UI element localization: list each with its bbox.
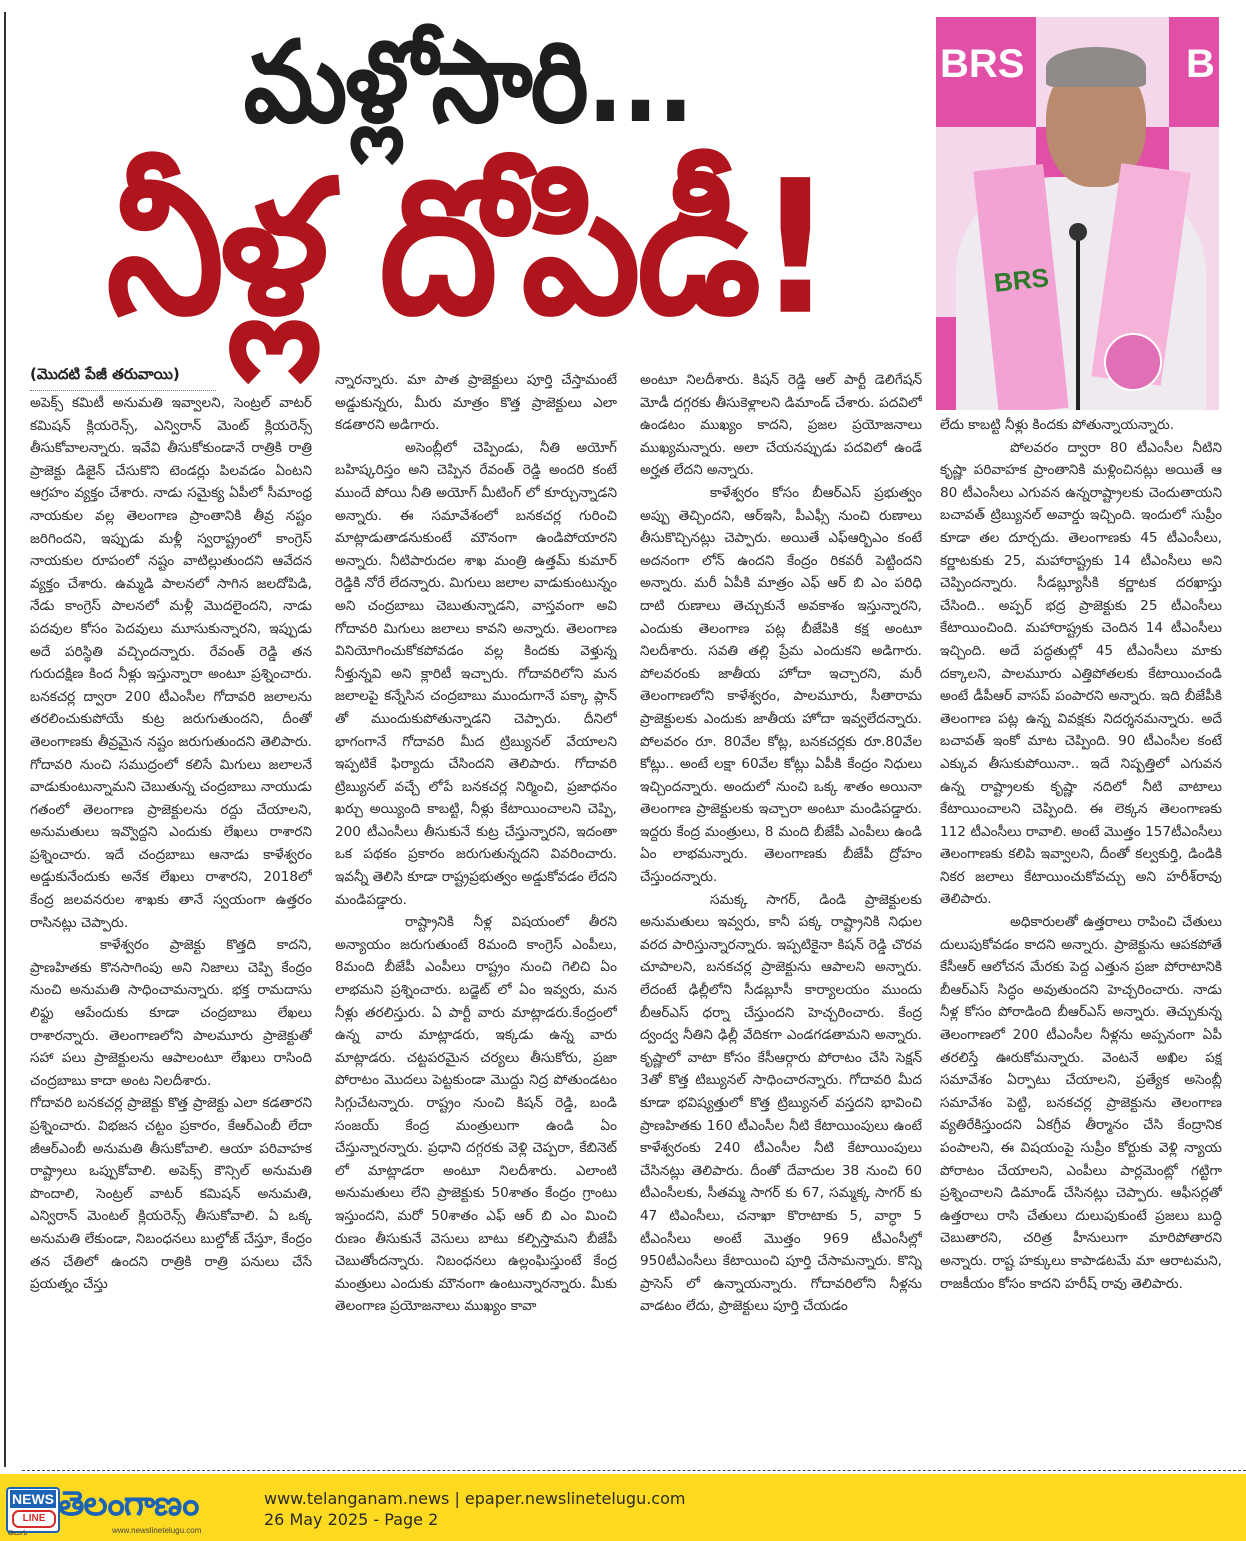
paragraph: కాళేశ్వరం ప్రాజెక్టు కొత్తది కాదని, ప్రాణహితకు కొనసాగింపు అని నిజాలు చెప్పి కేంద్రం నుంచి అనుమతి సాధించామన్నారు. భక్త రామదాసు లిఫ్టు ఆపేందుకు కూడా చంద్రబాబు లేఖలు రాశారన్నారు. తెలంగాణలోని పాలమూరు ప్రాజెక్టుతో సహా పలు ప్రాజెక్టులను ఆపాలంటూ లేఖలు రాసింది చంద్రబాబు కాదా అంట నిలదీశారు.	[30, 937, 312, 1089]
article-column-1	[30, 392, 312, 1462]
scarf-badge	[1104, 333, 1162, 391]
article-column-3	[640, 369, 922, 1459]
footer-divider	[22, 1470, 1246, 1471]
paragraph: లేదు కాబట్టి నీళ్లు కిందకు పోతున్నాయన్నారు.	[940, 417, 1175, 433]
person-hair	[1046, 47, 1146, 87]
paragraph: అంటూ నిలదీశారు. కిషన్ రెడ్డి ఆల్ పార్టీ డెలిగేషన్ మోడీ దగ్గరకు తీసుకెళ్లాలని డిమాండ్ చేశారు. పదవిలో ఉండటం ముఖ్యం కాదని, ప్రజల ప్రయోజనాలు ముఖ్యమన్నారు. అలా చేయనప్పుడు పదవిలో ఉండే అర్హత లేదని అన్నారు.	[640, 372, 922, 479]
continued-label: (మొదటి పేజీ తరువాయి)	[30, 365, 216, 391]
logo-telugu-caption: తెలుగు	[8, 1530, 28, 1537]
page-footer	[0, 1474, 1246, 1541]
paragraph: అసెంబ్లీలో చెప్పిండు, నీతి అయోగ్ బహిష్కరిస్తం అని చెప్పిన రేవంత్ రెడ్డి అందరి కంటే ముందే పోయి నీతి అయోగ్ మీటింగ్ లో కూర్చున్నాడని అన్నారు. ఈ సమావేశంలో బనకచర్ల గురించి మాట్లాడుతాడనుకుంటే మౌనంగా ఉండిపోయారని అన్నారు. నీటిపారుదల శాఖ మంత్రి ఉత్తమ్ కుమార్ రెడ్డికి నోరే లేదన్నారు. మిగులు జలాల వాడుకుంటున్నం అని చంద్రబాబు చెబుతున్నాడని, వాస్తవంగా అవి గోదావరి మిగులు జలాలు కావని అన్నారు. తెలంగాణ వినియోగించుకోకపోవడం వల్ల కిందకు వెళ్తున్న నీళ్తున్నవి అని క్లారిటీ ఇచ్చారు. గోదావరిలోని మన జలాలపై కన్నేసిన చంద్రబాబు ముందుగానే పక్కా ప్లాన్ తో ముందుకుపోతున్నాడని చెప్పారు. దీనిలో భాగంగానే గోదావరి మీద ట్రిబ్యునల్ వేయాలని ఇప్పటికే ఫిర్యాదు చేసిందని తెలిపారు. గోదావరి ట్రిబ్యునల్ వచ్చే లోపే బనకచర్ల నిర్మించి, ప్రజాధనం ఖర్చు అయ్యింది కాబట్టి, నీళ్లు కేటాయించాలని చెప్పి, 200 టీఎంసీలు తీసుకునే కుట్ర చేస్తున్నారని, ఇదంతా ఒక పథకం ప్రకారం జరుగుతున్నదని వివరించారు. ఇవన్నీ తెలిసి కూడా రాష్ట్రప్రభుత్వం అడ్డుకోవడం లేదని మండిపడ్డారు.	[335, 439, 617, 908]
paragraph: గోదావరి బనకచర్ల ప్రాజెక్టు కొత్త ప్రాజెక్టు ఎలా కడతారని ప్రశ్నించారు. విభజన చట్టం ప్రకారం, కేఆర్ఎంబీ లేదా జీఆర్ఎంబీ అనుమతి తీసుకోవాలి. ఆయా పరివాహక రాష్ట్రాలు ఒప్పుకోవాలి. అపెక్స్ కౌన్సిల్ అనుమతి పొందాలి, సెంట్రల్ వాటర్ కమిషన్ అనుమతి, ఎన్విరాన్ మెంటల్ క్లియరెన్స్ తీసుకోవాలి. ఏ ఒక్క అనుమతి లేకుండా, నిబంధనలు బుల్డోజ్ చేస్తూ, కేంద్రం తన చేతిలో ఉందని రాత్రికి రాత్రి పనులు చేసే ప్రయత్నం చేస్తు	[30, 1095, 312, 1293]
microphone-stand	[1076, 232, 1080, 410]
paragraph: అపెక్స్ కమిటీ అనుమతి ఇవ్వాలని, సెంట్రల్ వాటర్ కమిషన్ క్లియరెన్స్, ఎన్విరాన్ మెంట్ క్లియరెన్స్ తీసుకోవాలన్నారు. ఇవేవి తీసుకోకుండానే రాత్రికి రాత్రి ప్రాజెక్టు డిజైన్ చేసుకొని టెండర్లు పిలవడం ఏంటని ఆగ్రహం వ్యక్తం చేశారు. నాడు సమైక్య ఏపీలో సీమాంధ్ర నాయకుల వల్ల తెలంగాణ ప్రాంతానికి తీవ్ర నష్టం జరిగిందని, ఇప్పుడు మళ్లీ స్వరాష్ట్రంలో కాంగ్రెస్ నాయకుల రూపంలో నష్టం వాటిల్లుతుందని ఆవేదన వ్యక్తం చేశారు. ఉమ్మడి పాలనలో సాగిన జలదోపిడి, నేడు కాంగ్రెస్ పాలనలో మళ్లీ మొదలైందని, నాడు పదవుల కోసం పెదవులు మూసుకున్నారని, ఇప్పుడు అదే పరిస్థితి వచ్చిందన్నారు. రేవంత్ రెడ్డి తన గురుదక్షిణ కింద నీళ్లు ఇస్తున్నారా అంటూ ప్రశ్నించారు. బనకచర్ల ద్వారా 200 టీఎంసీల గోదావరి జలాలను తరలించుకుపోయే కుట్ర జరుగుతుందని, దీంతో తెలంగాణకు తీవ్రమైన నష్టం జరుగుతుందని తెలిపారు. గోదావరి నుంచి సముద్రంలో కలిసే మిగులు జలాలనే వాడుకుంటున్నామని చెబుతున్న చంద్రబాబు నాయుడు గతంలో తెలంగాణ ప్రాజెక్టులను రద్దు చేయాలని, అనుమతులు ఇవ్వొద్దని ఎందుకు లేఖలు రాశారని ప్రశ్నించారు. ఇదే చంద్రబాబు ఆనాడు కాళేశ్వరం అడ్డుకునేందుకు అనేక లేఖలు రాశారని, 2018లో కేంద్ర జలవనరుల శాఖకు తానే స్వయంగా ఉత్తరం రాసినట్లు చెప్పారు.	[30, 395, 312, 931]
paragraph: కాళేశ్వరం కోసం బీఆర్ఎస్ ప్రభుత్వం అప్పు తెచ్చిందని, ఆర్ఇసి, పీఎఫ్సీ నుంచి రుణాలు తీసుకొచ్చినట్లు చెప్పారు. అయితే ఎఫ్ఆర్బిఎం కంటే అదనంగా లోన్ ఉందని కేంద్రం రికవరీ పెట్టిందని అన్నారు. మరీ ఏపీకి మాత్రం ఎఫ్ ఆర్ బి ఎం పరిధి దాటి రుణాలు తెచ్చుకునే అవకాశం ఇస్తున్నారని, ఎందుకు తెలంగాణ పట్ల బీజేపికి కక్ష అంటూ నిలదీశారు. సవతి తల్లి ప్రేమ ఎందుకని అడిగారు. పోలవరంకు జాతీయ హోదా ఇచ్చారని, మరీ తెలంగాణలోని కాళేశ్వరం, పాలమూరు, సీతారామ ప్రాజెక్టులకు ఎందుకు జాతీయ హోదా ఇవ్వలేదన్నారు. పోలవరం రూ. 80వేల కోట్ల, బనకచర్లకు రూ.80వేల కోట్లు.. అంటే లక్షా 60వేల కోట్లు ఏపీకి కేంద్రం నిధులు ఇచ్చిందన్నారు. అందులో నుంచి ఒక్క శాతం అయినా తెలంగాణ ప్రాజెక్టులకు ఇచ్చారా అంటూ మండిపడ్డారు. ఇద్దరు కేంద్ర మంత్రులు, 8 మంది బీజేపీ ఎంపీలు ఉండి ఏం లాభమన్నారు. తెలంగాణకు బీజేపీ ద్రోహం చేస్తుందన్నారు.	[640, 484, 922, 886]
newsline-logo[interactable]	[6, 1487, 60, 1533]
headline-kicker: మళ్లోసారి...	[243, 17, 693, 149]
microphone-icon	[1069, 223, 1087, 241]
brs-logo-text-partial: B	[1186, 42, 1215, 86]
brs-logo-text: BRS	[940, 42, 1025, 86]
paragraph: అధికారులతో ఉత్తరాలు రాపించి చేతులు దులుపుకోవడం కాదని అన్నారు. ప్రాజెక్టును ఆపకపోతే కేసీఆర్ ఆలోచన మేరకు పెద్ద ఎత్తున ప్రజా పోరాటానికి బీఆర్ఎస్ సిద్ధం అవుతుందని హెచ్చరించారు. నాడు నీళ్ల కోసం పోరాడింది బీఆర్ఎస్ అన్నారు. తెచ్చుకున్న తెలంగాణలో 200 టీఎంసీల నీళ్లను అప్పనంగా ఏపీ తరలిస్తే ఊరుకోమన్నారు. వెంటనే అఖిల పక్ష సమావేశం ఏర్పాటు చేయాలని, ప్రత్యేక అసెంబ్లీ సమావేశం పెట్టి, బనకచర్ల ప్రాజెక్టును తెలంగాణ వ్యతిరేకిస్తుందని ఏకగ్రీవ తీర్మానం చేసి కేంద్రానిక పంపాలని, ఈ విషయంపై సుప్రీం కోర్టుకు వెళ్లి న్యాయ పోరాటం చేయాలని, ఎంపీలు పార్లమెంట్లో గట్టిగా ప్రశ్నించాలని డిమాండ్ చేసినట్లు చెప్పారు. ఆఫీసర్లతో ఉత్తరాలు రాసి చేతులు దులుపుకుంటే ప్రజలు బుద్ధి చెబుతారని, చరిత్ర హీనులుగా మారిపోతారని అన్నారు. రాష్ట హక్కులు కాపాడటమే మా ఆరాటమని, రాజకీయం కోసం కాదని హరీష్ రావు తెలిపారు.	[940, 914, 1222, 1292]
article-column-2	[335, 369, 617, 1459]
headline-main: నీళ్ల దోపిడీ!	[106, 140, 830, 356]
left-column-rule	[4, 12, 6, 1467]
headline-block	[12, 14, 924, 364]
paragraph: రాష్ట్రానికి నీళ్ల విషయంలో తీరని అన్యాయం జరుగుతుంటే 8మంది కాంగ్రెస్ ఎంపీలు, 8మంది బీజేపీ ఎంపీలు రాష్ట్రం నుంచి గెలిచి ఏం లాభమని ప్రశ్నించారు. బడ్జెట్ లో ఏం ఇవ్వరు, మన నీళ్లు తరలిస్తురు. ఏ పార్టీ వారు మాట్లాడరు.కేంద్రంలో ఉన్న వారు మాట్లాడరు, ఇక్కడు ఉన్న వారు మాట్లాడరు. చట్టపరమైన చర్యలు తీసుకోరు, ప్రజా పోరాటం మొదలు పెట్టకుండా మొద్దు నిద్ర పోతుండటం సిగ్గుచేటన్నారు. రాష్ట్రం నుంచి కిషన్ రెడ్డి, బండి సంజయ్ కేంద్ర మంత్రులుగా ఉండి ఏం చేస్తున్నారన్నారు. ప్రధాని దగ్గరకు వెళ్లి చెప్పరా, కేబినెట్ లో మాట్లాడరా అంటూ నిలదీశారు. ఎలాంటి అనుమతులు లేని ప్రాజెక్టుకు 50శాతం కేంద్రం గ్రాంటు ఇస్తుందని, మరో 50శాతం ఎఫ్ ఆర్ బి ఎం మించి రుణం తీసుకునే వెసులు బాటు కల్పిస్తామని బీజేపీ చెబుతోందన్నారు. నిబంధనలు ఉల్లంఘిస్తుంటే కేంద్ర మంత్రులు ఎందుకు మౌనంగా ఉంటున్నారన్నారు. మీకు తెలంగాణ ప్రయోజనాలు ముఖ్యం కావా	[335, 914, 617, 1315]
paragraph: న్నారన్నారు. మా పాత ప్రాజెక్టులు పూర్తి చేస్తామంటే అడ్డుకున్నరు, మీరు మాత్రం కొత్త ప్రాజెక్టులు ఎలా కడతారని అడిగారు.	[335, 372, 617, 434]
logo-site-url: www.newslinetelugu.com	[112, 1526, 202, 1535]
scarf-brs-text: BRS	[992, 262, 1051, 298]
logo-news-text: NEWS	[12, 1491, 54, 1507]
article-column-4	[940, 414, 1222, 1464]
footer-date-page: 26 May 2025 - Page 2	[264, 1510, 439, 1529]
logo-line-text: LINE	[12, 1510, 56, 1528]
paragraph: పోలవరం ద్వారా 80 టీఎంసీల నీటిని కృష్ణా పరివాహక ప్రాంతానికి మళ్లించినట్లు అయితే ఆ 80 టీఎంసీలు ఎగువన ఉన్నరాష్ట్రాలకు చెందుతాయని బచావత్ ట్రిబ్యునల్ అవార్డు ఇచ్చింది. ఇందులో సుప్రీం కూడా తల దూర్చదు. తెలంగాణకు 45 టీఎంసీలు, కర్ణాటకుకు 25, మహారాష్ట్రకు 14 టీఎంసీలు అని చెప్పిందన్నారు. సీడబ్ల్యూసీకి కర్ణాటక దరఖాస్తు చేసింది.. అప్పర్ భద్ర ప్రాజెక్టుకు 25 టీఎంసీలు కేటాయించింది. మహారాష్ట్రకు చెందిన 14 టీఎంసీలు ఇచ్చింది. అదే పద్ధతుల్లో 45 టీఎంసీలు మాకు దక్కాలని, పాలమూరు ఎత్తిపోతలకు కేటాయించండి అంటే డీపీఆర్ వాసప్ పంపారని అన్నారు. ఇది బీజేపీకి తెలంగాణ పట్ల ఉన్న వివక్షకు నిదర్శనమన్నారు. అదే బచావత్ ఇంకో మాట చెప్పింది. 90 టీఎంసీల కంటే ఎక్కువ తీసుకుపోయినా.. ఇదే నిష్పత్తిలో ఎగువన ఉన్న రాష్ట్రాలకు కృష్ణా నదిలో నీటి వాటాలు కేటాయించాలని చెప్పింది. ఈ లెక్కన తెలంగాణకు 112 టీఎంసీలు రావాలి. అంటే మొత్తం 157టీఎంసీలు తెలంగాణకు కలిపి ఇవ్వాలని, దీంతో కల్వకుర్తి, డిండికి నికర జలాలు కేటాయించుకోవచ్చు అని హరీశ్‌రావు తెలిపారు.	[940, 439, 1222, 908]
footer-urls[interactable]: www.telanganam.news | epaper.newslinetelugu.com	[264, 1489, 686, 1508]
news-photo	[936, 17, 1219, 410]
telanganam-logo[interactable]: తెలంగాణం	[58, 1484, 199, 1524]
paragraph: సమక్క సాగర్, డిండి ప్రాజెక్టులకు అనుమతులు ఇవ్వరు, కానీ పక్క రాష్ట్రానికి నిధుల వరద పారిస్తున్నారన్నారు. ఇప్పటికైనా కిషన్ రెడ్డి చొరవ చూపాలని, బనకచర్ల ప్రాజెక్టును ఆపాలని అన్నారు. లేదంటే ఢిల్లీలోని సీడబ్లూసీ కార్యాలయం ముందు బీఆర్ఎస్ ధర్నా చేస్తుందని హెచ్చరించారు. కేంద్ర ద్వంద్వ నీతిని ఢిల్లీ వేదికగా ఎండగడతామని అన్నారు. కృష్ణాలో వాటా కోసం కేసీఆర్గారు పోరాటం చేసి సెక్షన్ 3తో కొత్త టిబ్యునల్ సాధించారన్నారు. గోదావరి మీద కూడా భవిష్యత్తులో కొత్త ట్రిబ్యునల్ వస్తదని భావించి ప్రాణహితకు 160 టీఎంసీల నీటి కేటాయింపులు ఉంటే కాళేశ్వరంకు 240 టీఎంసీల నీటి కేటాయింపులు చేసినట్లు తెలిపారు. దీంతో దేవాదుల 38 నుంచి 60 టీఎంసీలకు, సీతమ్మ సాగర్ కు 67, సమ్మక్క సాగర్ కు 47 టిఎంసీలు, చనాఖా కొరాటాకు 5, వార్ధా 5 టీఎంసీలు అంటే మొత్తం 969 టీఎంసీల్లో 950టీఎంసీలు కేటాయించి పూర్తి చేసామన్నారు. కొన్ని ప్రాసెస్ లో ఉన్నాయన్నారు. గోదావరిలోని నీళ్లను వాడటం లేదు, ప్రాజెక్టులు పూర్తి చేయడం	[640, 891, 922, 1315]
